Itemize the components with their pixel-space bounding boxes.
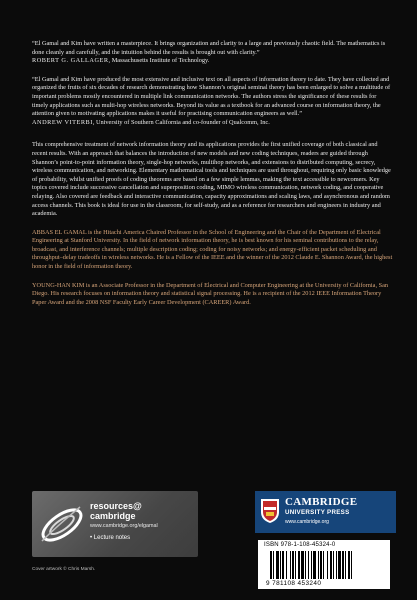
author-bio-el-gamal: ABBAS EL GAMAL is the Hitachi America Chaired Professor in the School of Engineering and the Chair of the Department of Electrical Engineering at Stanford University. In the field of network information theory, he is best known for his seminal contributions to the relay, broadcast, and interference channels; multiple description coding; coding for noisy networks; and energy-efficient packet scheduling and throughput–delay tradeoffs in wireless networks. He is a Fellow of the IEEE and the winner of the 2012 Claude E. Shannon Award, the highest honor in the field of information theory.	[32, 228, 393, 271]
publisher-subtitle: UNIVERSITY PRESS	[285, 509, 350, 516]
resources-title	[90, 501, 142, 521]
resources-url[interactable]: www.cambridge.org/elgamal	[90, 523, 158, 529]
back-cover-text	[32, 40, 394, 317]
publisher-name: CAMBRIDGE	[285, 496, 358, 508]
quote-affiliation: , Massachusetts Institute of Technology.	[108, 57, 210, 65]
quote-attribution-viterbi	[32, 119, 394, 128]
cover-credit: Cover artwork © Chris Marsh.	[32, 567, 96, 572]
quote-gallager: “El Gamal and Kim have written a masterpiece. It brings organization and clarity to a large and previously chaotic field. The mathematics is done cleanly and carefully, and the intuition behind the results is brought out with clarity.”	[32, 40, 386, 56]
barcode-digits: 9 781108 453240	[266, 580, 322, 587]
barcode-icon	[270, 551, 378, 579]
quote-author: ROBERT G. GALLAGER	[32, 57, 109, 65]
resources-title-line1: resources@	[90, 501, 142, 511]
quote-attribution-gallager	[32, 57, 394, 66]
resources-title-line2: cambridge	[90, 511, 136, 521]
quote-viterbi: “El Gamal and Kim have produced the most extensive and inclusive text on all aspects of information theory to date. They have collected and organized the fruits of six decades of research demonstrating how Shannon’s original seminal theory has been enlarged to solve a multitude of important problems mostly encountered in multiple link communication networks. The authors stress the significance of these results for timely applications such as multi-hop wireless networks. Beyond its value as a textbook for an advanced course on information theory, the attention given to motivating applications makes it useful for practising communication engineers as well.”	[32, 75, 391, 118]
book-description: This comprehensive treatment of network information theory and its applications provides the first unified coverage of both classical and recent results. With an approach that balances the introduction of new models and new coding techniques, readers are guided through Shannon’s point-to-point information theory, single-hop networks, multihop networks, and extensions to distributed computing, secrecy, wireless communication, and networking. Elementary mathematical tools and techniques are used throughout, requiring only basic knowledge of probability, whilst unified proofs of coding theorems are based on a few simple lemmas, making the text accessible to newcomers. Key topics covered include successive cancellation and superposition coding, MIMO wireless communication, network coding, and cooperative relaying. Also covered are feedback and interactive communication, capacity approximations and scaling laws, and asynchronous and random access channels. This book is ideal for use in the classroom, for self-study, and as a reference for researchers and engineers in industry and academia.	[32, 141, 391, 218]
crest-icon	[260, 498, 280, 524]
quote-author: ANDREW VITERBI	[32, 118, 93, 126]
resources-panel	[32, 491, 198, 557]
quote-affiliation: , University of Southern California and co-founder of Qualcomm, Inc.	[92, 118, 270, 126]
barcode-panel	[258, 540, 390, 589]
isbn-label: ISBN 978-1-108-45324-0	[264, 542, 336, 548]
resources-item-lecture-notes: • Lecture notes	[90, 535, 131, 541]
author-bio-kim: YOUNG-HAN KIM is an Associate Professor in the Department of Electrical and Computer Engineering at the University of California, San Diego. His research focuses on information theory and statistical signal processing. He is a recipient of the 2012 IEEE Information Theory Paper Award and the 2008 NSF Faculty Early Career Development (CAREER) Award.	[32, 281, 389, 306]
publisher-url[interactable]: www.cambridge.org	[285, 519, 329, 525]
publisher-logo	[255, 491, 396, 533]
swirl-logo-icon	[36, 497, 88, 553]
